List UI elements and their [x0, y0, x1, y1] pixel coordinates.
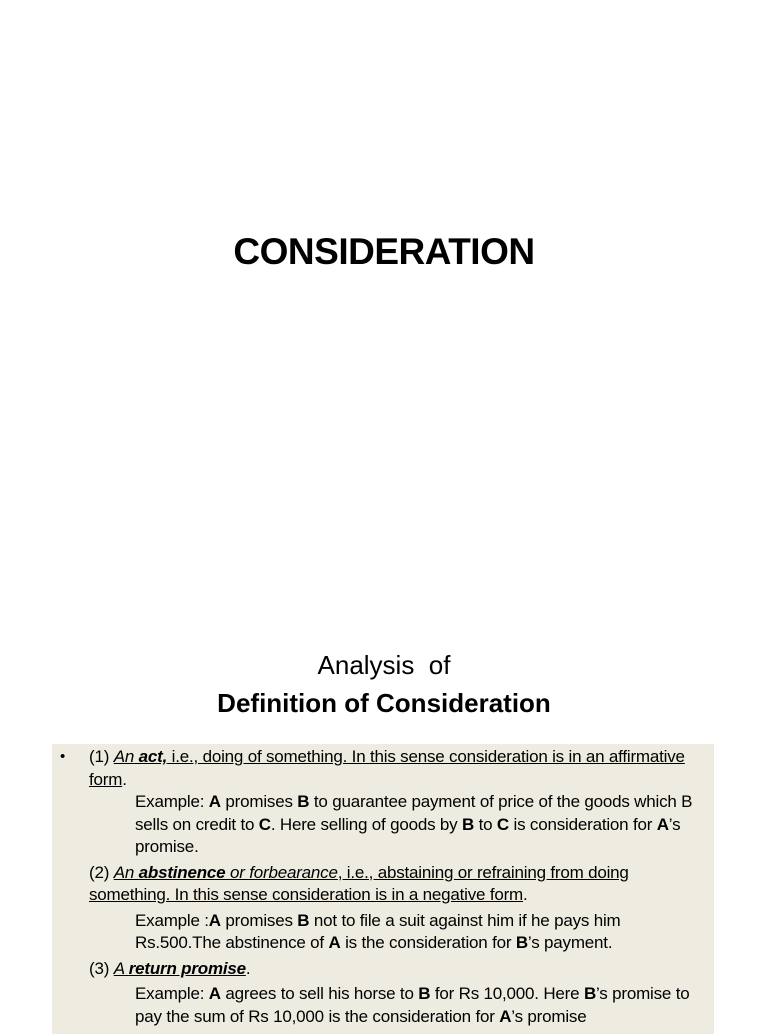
point-number: (2) — [89, 862, 114, 882]
punctuation: . — [523, 885, 528, 904]
example-label: Example: — [135, 984, 209, 1003]
example-text: not to file a suit against him if he pays him Rs.500.The abstinence of — [135, 910, 621, 952]
content-panel — [52, 744, 714, 1034]
party-name: C — [496, 814, 509, 834]
emphasis-text: A — [113, 958, 129, 978]
party-name: B — [515, 933, 528, 952]
example-text: ’s promise — [511, 1006, 587, 1026]
term-return-promise: return promise — [128, 958, 246, 978]
point-abstinence — [89, 862, 709, 907]
example-text: ’s payment. — [527, 933, 613, 952]
example-text: ’s promise. — [135, 814, 681, 856]
body-text — [89, 746, 709, 1028]
party-name: A — [208, 792, 221, 811]
example-text: promises — [220, 792, 298, 811]
example-text: to — [474, 814, 497, 834]
example-text: to guarantee payment of price of the goods which B sells on credit to — [135, 792, 693, 834]
heading-line-1: Analysis of — [317, 650, 451, 680]
example-label: Example : — [135, 910, 209, 930]
party-name: B — [297, 792, 310, 811]
example-text: is the consideration for — [340, 933, 516, 952]
example-act — [89, 791, 709, 859]
example-text: is consideration for — [508, 814, 657, 834]
point-return-promise-definition — [114, 959, 246, 978]
party-name: C — [258, 814, 271, 834]
party-name: A — [208, 984, 221, 1003]
example-text: . Here selling of goods by — [270, 814, 462, 834]
slide-heading — [0, 646, 768, 722]
example-abstinence — [89, 910, 709, 955]
emphasis-text: An — [113, 747, 135, 766]
example-label: Example: — [135, 792, 209, 811]
party-name: A — [656, 814, 669, 834]
party-name: B — [418, 984, 431, 1003]
definition-text: i.e., doing of something. In this sense consideration is in an affirmative form — [89, 747, 685, 789]
party-name: B — [297, 910, 310, 930]
party-name: A — [208, 910, 221, 930]
point-return-promise — [89, 958, 709, 981]
point-act — [89, 746, 709, 791]
punctuation: . — [245, 958, 251, 978]
point-act-definition — [89, 747, 685, 789]
heading-line-2: Definition of Consideration — [217, 688, 551, 718]
party-name: A — [499, 1006, 512, 1026]
term-forbearance: or forbearance — [225, 862, 338, 882]
point-abstinence-definition — [89, 863, 629, 905]
party-name: B — [583, 984, 597, 1003]
example-return-promise — [89, 983, 709, 1028]
example-text: ’s promise to pay the sum of Rs 10,000 is the consideration for — [135, 984, 690, 1026]
point-number: (3) — [89, 958, 114, 978]
example-text: for Rs 10,000. Here — [430, 984, 584, 1003]
slide-title: CONSIDERATION — [233, 231, 535, 272]
party-name: A — [328, 933, 341, 952]
punctuation: . — [122, 769, 127, 789]
point-number: (1) — [89, 747, 114, 766]
party-name: B — [462, 814, 475, 834]
definition-text: , i.e., abstaining or refraining from doing something. In this sense consideration is in a negative form — [89, 862, 629, 904]
term-abstinence: abstinence — [138, 862, 226, 882]
bullet-marker: • — [60, 748, 66, 765]
example-text: promises — [220, 910, 298, 930]
term-act: act, — [134, 747, 168, 766]
example-text: agrees to sell his horse to — [220, 984, 419, 1003]
emphasis-text: An — [113, 862, 139, 882]
